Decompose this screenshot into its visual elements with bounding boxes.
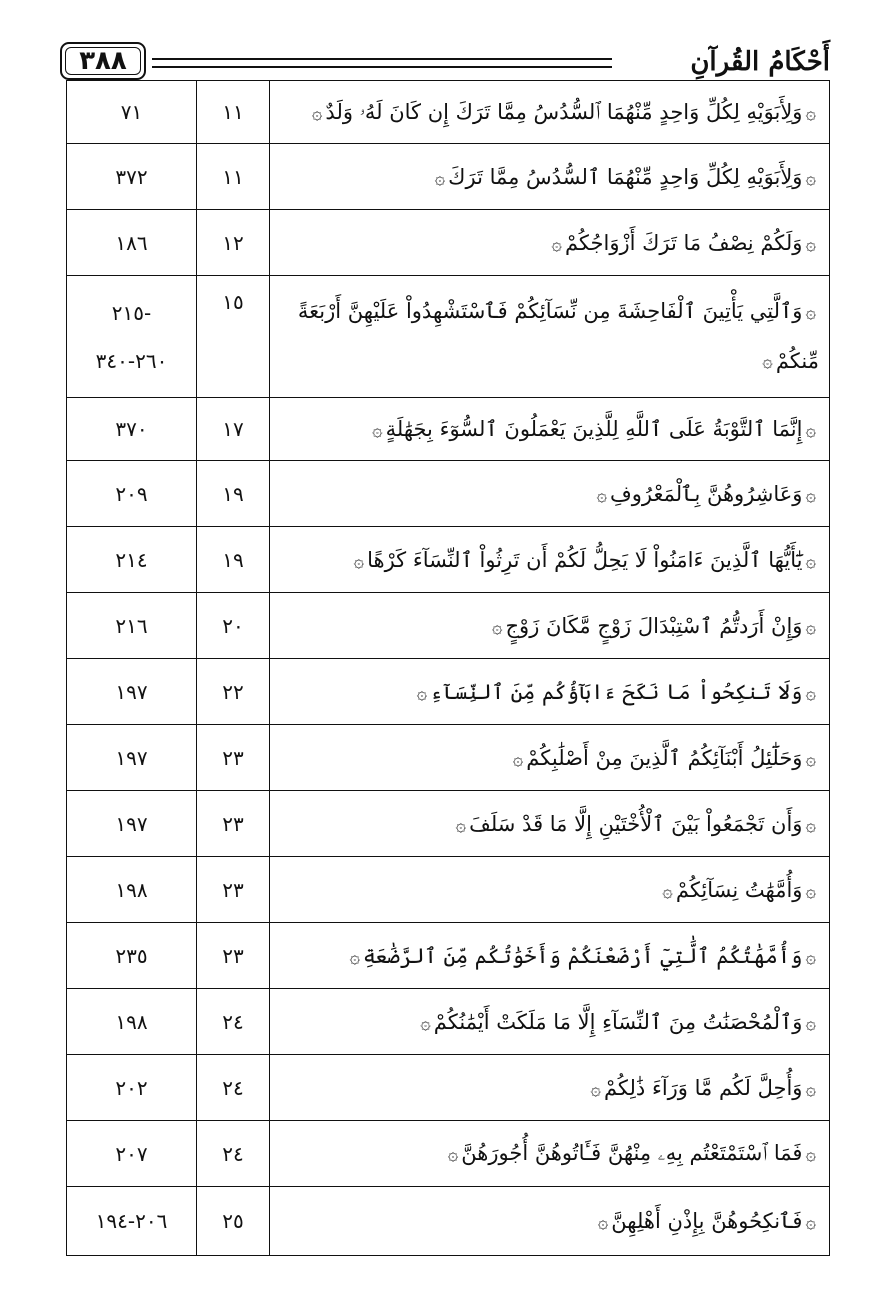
verse-index-table [66,80,830,1256]
verse-text: يَٰٓأَيُّهَا ٱلَّذِينَ ءَامَنُواْ لَا يَحِلُّ لَكُمْ أَن تَرِثُواْ ٱلنِّسَآءَ كَرْهًا [367,547,803,572]
verse-cell [270,276,830,398]
verse-text: وَٱلْمُحْصَنَٰتُ مِنَ ٱلنِّسَآءِ إِلَّا مَا مَلَكَتْ أَيْمَٰنُكُمْ [433,1009,803,1034]
ayah-number: ٢٤ [197,1055,270,1121]
page-reference-line: ٣٧٠ [115,417,148,441]
flower-ornament-icon: ۞ [551,233,562,255]
flower-ornament-icon: ۞ [805,814,816,836]
page-reference-line: ٢١٤ [115,547,148,572]
page-reference [67,923,197,989]
verse-cell [270,659,830,725]
page-reference [67,593,197,659]
flower-ornament-icon: ۞ [762,351,773,372]
flower-ornament-icon: ۞ [349,946,361,968]
ayah-number: ١١ [197,144,270,210]
page-reference [67,527,197,593]
page-reference [67,725,197,791]
verse-cell [270,527,830,593]
ayah-number: ٢٠ [197,593,270,659]
verse-text: وَأَن تَجْمَعُواْ بَيْنَ ٱلْأُخْتَيْنِ إِلَّا مَا قَدْ سَلَفَ [469,811,803,836]
page-reference-line: ٢٣٥ [115,943,148,968]
verse-cell [270,1055,830,1121]
verse-text: وَأُحِلَّ لَكُم مَّا وَرَآءَ ذَٰلِكُمْ [603,1075,803,1100]
verse-text: إِنَّمَا ٱلتَّوْبَةُ عَلَى ٱللَّهِ لِلَّذِينَ يَعْمَلُونَ ٱلسُّوٓءَ بِجَهَٰلَةٍ [385,417,803,441]
flower-ornament-icon: ۞ [805,748,816,770]
table-row [67,1121,830,1187]
verse-cell [270,989,830,1055]
flower-ornament-icon: ۞ [512,748,524,770]
table-row [67,144,830,210]
verse-cell [270,461,830,527]
table-row [67,1187,830,1256]
flower-ornament-icon: ۞ [805,484,816,506]
flower-ornament-icon: ۞ [597,1212,609,1233]
verse-cell [270,725,830,791]
flower-ornament-icon: ۞ [420,1012,431,1034]
ayah-number: ١٥ [197,276,270,398]
verse-cell [270,210,830,276]
flower-ornament-icon: ۞ [590,1078,601,1100]
verse-cell [270,398,830,461]
page-reference [67,1187,197,1256]
page-reference-line: ٢١٦ [115,613,148,638]
verse-cell [270,81,830,144]
ayah-number: ٢٤ [197,989,270,1055]
flower-ornament-icon: ۞ [805,1212,816,1233]
table-row [67,593,830,659]
page-number: ٣٨٨ [60,42,146,80]
flower-ornament-icon: ۞ [311,102,323,124]
table-row [67,398,830,461]
table-row [67,461,830,527]
flower-ornament-icon: ۞ [353,550,365,572]
table-row [67,1055,830,1121]
page-reference-line: -٢١٥ [111,300,152,325]
ayah-number: ٢٢ [197,659,270,725]
page-reference [67,398,197,461]
page-reference-line: ٢٠٦-١٩٤ [95,1209,168,1233]
table-row [67,659,830,725]
page-reference-line: ٣٧٢ [115,164,148,189]
table-body [67,81,830,1256]
verse-cell [270,1121,830,1187]
verse-text: وَلَكُمْ نِصْفُ مَا تَرَكَ أَزْوَاجُكُمْ [564,230,803,255]
verse-text: وَلِأَبَوَيْهِ لِكُلِّ وَاحِدٍ مِّنْهُمَا ٱلسُّدُسُ مِمَّا تَرَكَ [448,164,803,189]
ayah-number: ٢٣ [197,791,270,857]
flower-ornament-icon: ۞ [416,682,428,704]
ayah-number: ١٩ [197,461,270,527]
ayah-number: ٢٣ [197,725,270,791]
page-reference-line: ٢٠٧ [115,1141,148,1166]
page-reference [67,1121,197,1187]
verse-text: وَلَا تَنكِحُواْ مَا نَكَحَ ءَابَآؤُكُم مِّنَ ٱلنِّسَآءِ [430,679,803,704]
ayah-number: ٢٥ [197,1187,270,1256]
page-reference-line: ٢٠٩ [115,481,148,506]
page-reference [67,857,197,923]
flower-ornament-icon: ۞ [805,1078,816,1100]
page-reference [67,276,197,398]
page-reference-line: ١٩٨ [115,877,148,902]
verse-cell [270,857,830,923]
table-row [67,210,830,276]
page-reference [67,461,197,527]
flower-ornament-icon: ۞ [447,1144,459,1165]
flower-ornament-icon: ۞ [805,167,816,189]
flower-ornament-icon: ۞ [372,420,383,441]
verse-text: وَلِأَبَوَيْهِ لِكُلِّ وَاحِدٍ مِّنْهُمَا ٱلسُّدُسُ مِمَّا تَرَكَ إِن كَانَ لَهُۥ وَلَدٌ [325,99,803,124]
ayah-number: ١٢ [197,210,270,276]
verse-text: فَمَا ٱسْتَمْتَعْتُم بِهِۦ مِنْهُنَّ فَـَٔاتُوهُنَّ أُجُورَهُنَّ [461,1141,803,1165]
header-rule [152,58,612,68]
ayah-number: ٢٣ [197,857,270,923]
flower-ornament-icon: ۞ [805,1144,816,1165]
flower-ornament-icon: ۞ [805,301,816,323]
ayah-number: ١٩ [197,527,270,593]
page-reference [67,791,197,857]
verse-text: وَعَاشِرُوهُنَّ بِٱلْمَعْرُوفِ [610,481,803,506]
table-row [67,276,830,398]
flower-ornament-icon: ۞ [805,102,816,124]
table-row [67,725,830,791]
flower-ornament-icon: ۞ [662,880,673,902]
page-reference [67,144,197,210]
flower-ornament-icon: ۞ [805,880,816,902]
flower-ornament-icon: ۞ [805,682,816,704]
page-reference-line: ٢٦٠-٣٤٠ [95,348,168,373]
verse-cell [270,144,830,210]
flower-ornament-icon: ۞ [805,420,816,441]
flower-ornament-icon: ۞ [805,1012,816,1034]
page-reference [67,989,197,1055]
page-reference-line: ٧١ [120,100,143,124]
flower-ornament-icon: ۞ [805,616,816,638]
ayah-number: ١٧ [197,398,270,461]
page-reference-line: ١٨٦ [115,230,148,255]
page-reference-line: ١٩٧ [115,745,148,770]
flower-ornament-icon: ۞ [805,946,816,968]
verse-cell [270,1187,830,1256]
page-reference-line: ١٩٧ [115,811,148,836]
page-reference [67,659,197,725]
ayah-number: ٢٣ [197,923,270,989]
table-row [67,857,830,923]
page-reference [67,1055,197,1121]
verse-text: وَإِنْ أَرَدتُّمُ ٱسْتِبْدَالَ زَوْجٍ مَّكَانَ زَوْجٍ [505,613,803,638]
verse-text: وَأُمَّهَٰتُكُمُ ٱلَّٰتِيٓ أَرْضَعْنَكُمْ وَأَخَوَٰتُكُم مِّنَ ٱلرَّضَٰعَةِ [363,943,803,968]
verse-text: فَٱنكِحُوهُنَّ بِإِذْنِ أَهْلِهِنَّ [611,1209,803,1233]
table-row [67,527,830,593]
verse-text: وَٱلَّتِي يَأْتِينَ ٱلْفَاحِشَةَ مِن نِّسَآئِكُمْ فَٱسْتَشْهِدُواْ عَلَيْهِنَّ أَرْبَعَةً مِّنكُمْ [297,299,819,373]
flower-ornament-icon: ۞ [805,233,816,255]
flower-ornament-icon: ۞ [434,167,446,189]
flower-ornament-icon: ۞ [596,484,607,506]
ayah-number: ٢٤ [197,1121,270,1187]
book-title: أَحْكَامُ القُرآنِ [690,47,830,77]
table-row [67,791,830,857]
table-row [67,81,830,144]
page-reference-line: ١٩٨ [115,1009,148,1034]
flower-ornament-icon: ۞ [491,616,503,638]
verse-cell [270,593,830,659]
page-reference-line: ١٩٧ [115,679,148,704]
flower-ornament-icon: ۞ [805,550,816,572]
page-reference-line: ٢٠٢ [115,1075,148,1100]
verse-cell [270,923,830,989]
table-row [67,989,830,1055]
table-row [67,923,830,989]
verse-text: وَحَلَٰٓئِلُ أَبْنَآئِكُمُ ٱلَّذِينَ مِنْ أَصْلَٰبِكُمْ [526,745,803,770]
page-reference [67,81,197,144]
verse-text: وَأُمَّهَٰتُ نِسَآئِكُمْ [675,877,803,902]
ayah-number: ١١ [197,81,270,144]
verse-cell [270,791,830,857]
flower-ornament-icon: ۞ [455,814,467,836]
page-reference [67,210,197,276]
